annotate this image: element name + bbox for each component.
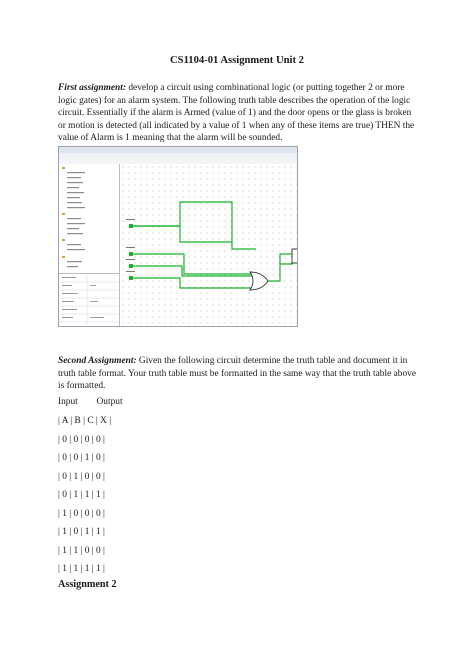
assignment-2-heading: Assignment 2 <box>58 579 117 590</box>
truth-table-row-1: | 0 | 0 | 0 | 0 | <box>58 435 105 445</box>
input-pin-motion <box>129 276 133 280</box>
truth-table-row-8: | 1 | 1 | 1 | 1 | <box>58 564 105 574</box>
truth-table-row-4: | 0 | 1 | 1 | 1 | <box>58 490 105 500</box>
input-pin-armed <box>129 224 133 228</box>
truth-table-row-0: | A | B | C | X | <box>58 416 112 426</box>
first-assignment-paragraph <box>58 82 418 145</box>
first-assignment-text: develop a circuit using combinational logic (or putting together 2 or more logic gates) for an alarm system. The following truth table describes the operation of the logic circuit. Essentially if the alarm is Armed (value of 1) and the door opens or the glass is broken or motion is detected (all indicated by a value of 1 when any of these items are true) THEN the value of Alarm is 1 meaning that the alarm will be sounded. <box>58 83 415 144</box>
input-pin-door <box>129 252 133 256</box>
and-gate <box>292 249 298 263</box>
component-tree-lines <box>59 164 119 273</box>
truth-table-row-7: | 1 | 1 | 0 | 0 | <box>58 546 105 556</box>
truth-table-row-3: | 0 | 1 | 0 | 0 | <box>58 472 105 482</box>
second-assignment-text: Given the following circuit determine the truth table and document it in truth table format. Your truth table must be formatted in the same way that the truth table above is formatted. <box>58 356 416 392</box>
or-gate <box>250 272 268 290</box>
truth-table-row-5: | 1 | 0 | 0 | 0 | <box>58 509 105 519</box>
circuit-diagram <box>120 164 298 327</box>
truth-table-header: Input Output <box>58 397 123 407</box>
second-assignment-paragraph <box>58 355 418 393</box>
circuit-screenshot <box>58 146 298 327</box>
circuit-canvas <box>120 164 298 327</box>
input-pin-glass <box>129 264 133 268</box>
screenshot-component-tree <box>59 164 120 273</box>
truth-table-row-2: | 0 | 0 | 1 | 0 | <box>58 453 105 463</box>
logic-gates <box>250 249 298 290</box>
truth-table-row-6: | 1 | 0 | 1 | 1 | <box>58 527 105 537</box>
attribute-table-lines <box>59 274 119 327</box>
document-title: CS1104-01 Assignment Unit 2 <box>170 55 304 66</box>
second-assignment-lead: Second Assignment: <box>58 356 137 366</box>
first-assignment-lead: First assignment: <box>58 83 126 93</box>
screenshot-attribute-table <box>59 273 120 327</box>
circuit-wires <box>133 202 298 288</box>
